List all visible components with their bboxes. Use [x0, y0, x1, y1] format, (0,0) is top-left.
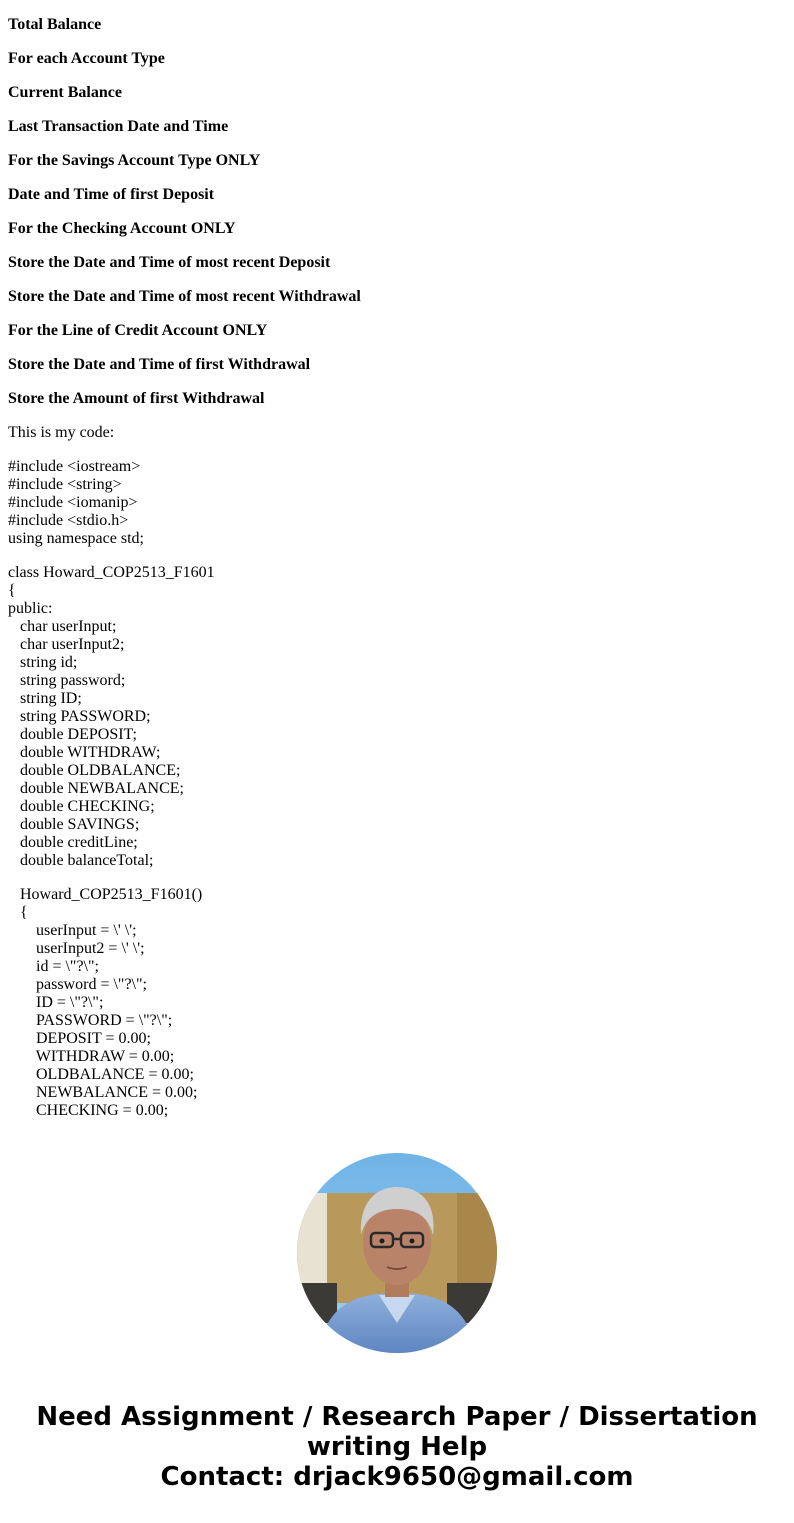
code-line: #include <iomanip>	[8, 494, 138, 511]
code-line: PASSWORD = \"?\";	[8, 1012, 173, 1029]
code-line: char userInput;	[8, 618, 117, 635]
code-line: ID = \"?\";	[8, 994, 104, 1011]
code-line: double creditLine;	[8, 834, 138, 851]
code-line: string PASSWORD;	[8, 708, 151, 725]
banner-contact-email: Contact: drjack9650@gmail.com	[160, 1462, 634, 1492]
heading-total-balance: Total Balance	[8, 16, 102, 33]
code-line: {	[8, 904, 28, 921]
code-line: class Howard_COP2513_F1601	[8, 564, 215, 581]
code-line: id = \"?\";	[8, 958, 99, 975]
code-line: CHECKING = 0.00;	[8, 1102, 169, 1119]
code-line: double SAVINGS;	[8, 816, 140, 833]
code-line: WITHDRAW = 0.00;	[8, 1048, 175, 1065]
code-line: #include <iostream>	[8, 458, 141, 475]
code-intro: This is my code:	[8, 424, 115, 441]
code-line: DEPOSIT = 0.00;	[8, 1030, 151, 1047]
author-photo	[297, 1153, 497, 1353]
heading-checking-only: For the Checking Account ONLY	[8, 220, 236, 237]
code-blank-line	[8, 870, 215, 886]
code-line: double DEPOSIT;	[8, 726, 137, 743]
heading-first-withdrawal-date: Store the Date and Time of first Withdrawal	[8, 356, 311, 373]
code-line: #include <string>	[8, 476, 122, 493]
code-line: password = \"?\";	[8, 976, 147, 993]
code-line: char userInput2;	[8, 636, 125, 653]
code-line: double CHECKING;	[8, 798, 155, 815]
code-blank-line	[8, 548, 215, 564]
code-line: double NEWBALANCE;	[8, 780, 184, 797]
code-line: using namespace std;	[8, 530, 144, 547]
code-line: string password;	[8, 672, 126, 689]
code-line: {	[8, 582, 16, 599]
heading-last-transaction: Last Transaction Date and Time	[8, 118, 229, 135]
heading-recent-withdrawal: Store the Date and Time of most recent Withdrawal	[8, 288, 361, 305]
code-line: double WITHDRAW;	[8, 744, 161, 761]
heading-first-withdrawal-amount: Store the Amount of first Withdrawal	[8, 390, 265, 407]
code-line: double balanceTotal;	[8, 852, 154, 869]
code-line: userInput2 = \' \';	[8, 940, 145, 957]
code-line: Howard_COP2513_F1601()	[8, 886, 203, 903]
code-line: #include <stdio.h>	[8, 512, 129, 529]
heading-recent-deposit: Store the Date and Time of most recent Deposit	[8, 254, 331, 271]
code-line: userInput = \' \';	[8, 922, 137, 939]
heading-current-balance: Current Balance	[8, 84, 122, 101]
code-line: double OLDBALANCE;	[8, 762, 181, 779]
author-photo-image	[297, 1153, 497, 1353]
code-line: NEWBALANCE = 0.00;	[8, 1084, 198, 1101]
banner-line-2: writing Help	[306, 1432, 488, 1462]
code-line: OLDBALANCE = 0.00;	[8, 1066, 194, 1083]
code-line: string ID;	[8, 690, 82, 707]
heading-savings-only: For the Savings Account Type ONLY	[8, 152, 261, 169]
heading-line-of-credit-only: For the Line of Credit Account ONLY	[8, 322, 268, 339]
heading-first-deposit: Date and Time of first Deposit	[8, 186, 215, 203]
code-line: public:	[8, 600, 53, 617]
heading-each-account-type: For each Account Type	[8, 50, 165, 67]
banner-line-1: Need Assignment / Research Paper / Dissertation	[36, 1402, 758, 1432]
contact-banner	[0, 1402, 794, 1492]
code-line: string id;	[8, 654, 78, 671]
code-block	[8, 458, 215, 1120]
